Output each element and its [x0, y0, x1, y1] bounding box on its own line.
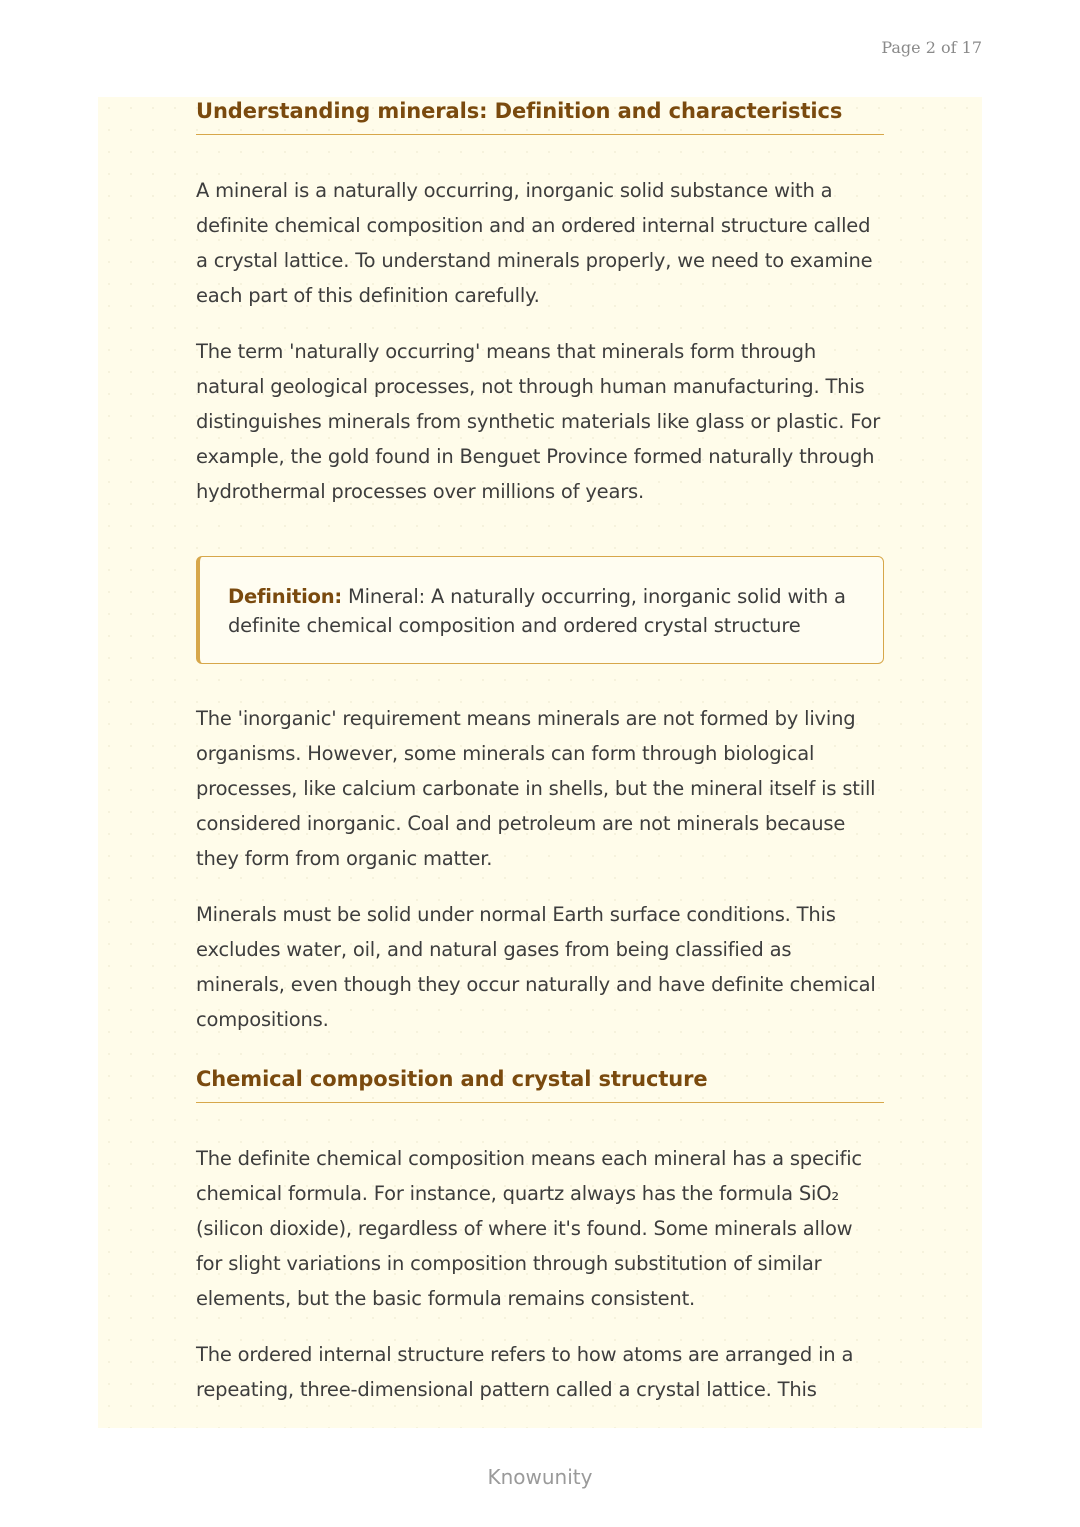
footer-brand-logo: Knowunity	[487, 1465, 593, 1489]
paragraph: The definite chemical composition means each mineral has a specific chemical formula. For instance, quartz always has the formula SiO₂ (silicon dioxide), regardless of where it's found. Some minerals allow for slight variations in composition through substitution of similar elements, but the basic formula remains consistent.	[196, 1147, 862, 1310]
document-content	[196, 97, 884, 1407]
definition-box	[196, 556, 884, 664]
paragraph: The ordered internal structure refers to how atoms are arranged in a repeating, three-dimensional pattern called a crystal lattice. This	[196, 1343, 854, 1401]
document-page	[98, 97, 982, 1428]
section-heading-minerals-definition: Understanding minerals: Definition and characteristics	[196, 99, 884, 135]
paragraph: The term 'naturally occurring' means that minerals form through natural geological processes, not through human manufacturing. This distinguishes minerals from synthetic materials like glass or plastic. For example, the gold found in Benguet Province formed naturally through hydrothermal processes over millions of years.	[196, 340, 881, 503]
section-heading-chemical-composition: Chemical composition and crystal structure	[196, 1067, 884, 1103]
paragraph: The 'inorganic' requirement means minerals are not formed by living organisms. However, some minerals can form through biological processes, like calcium carbonate in shells, but the mineral itself is still considered inorganic. Coal and petroleum are not minerals because they form from organic matter.	[196, 707, 876, 870]
definition-label: Definition:	[228, 585, 343, 608]
definition-body: Mineral: A naturally occurring, inorganic solid with a definite chemical composition and ordered crystal structure	[228, 585, 846, 637]
definition-text	[228, 582, 859, 640]
paragraph: A mineral is a naturally occurring, inorganic solid substance with a definite chemical composition and an ordered internal structure called a crystal lattice. To understand minerals properly, we need to examine each part of this definition carefully.	[196, 179, 873, 307]
paragraph: Minerals must be solid under normal Earth surface conditions. This excludes water, oil, and natural gases from being classified as minerals, even though they occur naturally and have definite chemical compositions.	[196, 903, 876, 1031]
page-counter: Page 2 of 17	[881, 38, 982, 57]
